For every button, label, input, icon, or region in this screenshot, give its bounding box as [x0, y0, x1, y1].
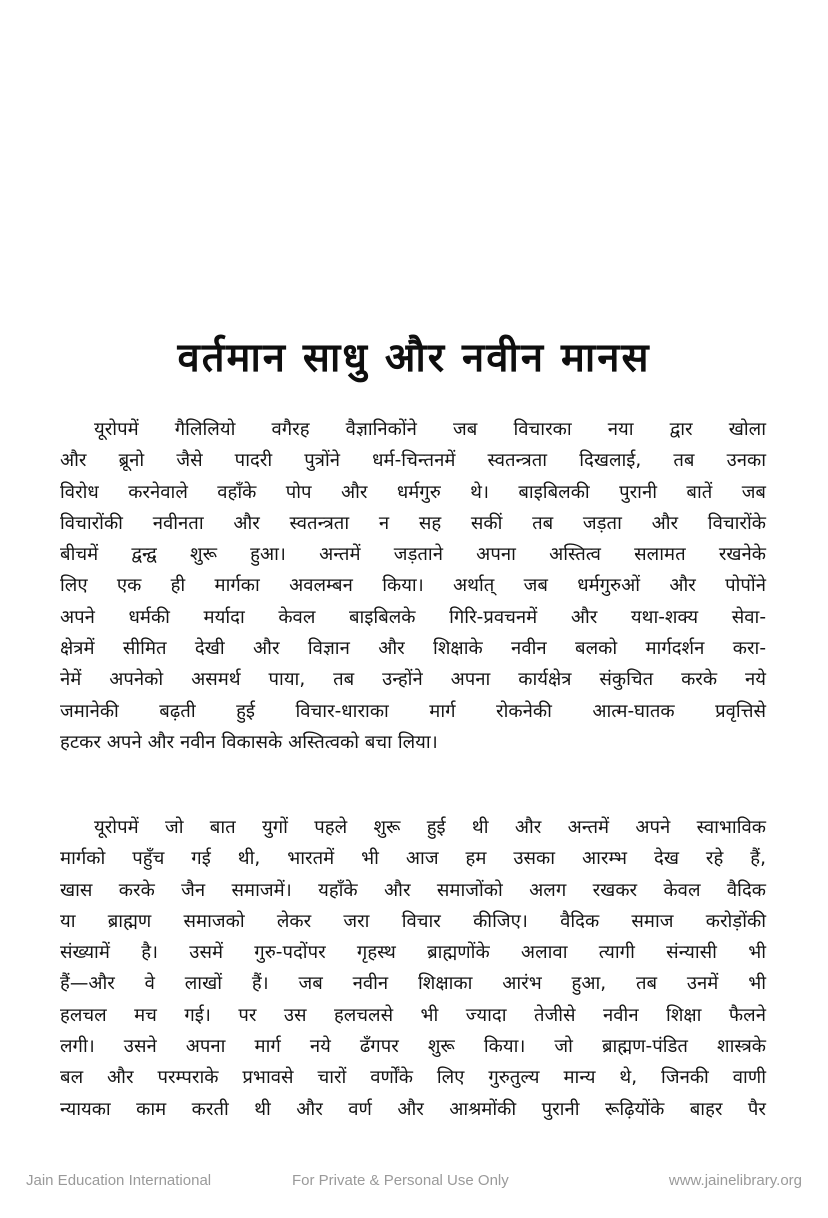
- text-line: बीचमें द्वन्द्व शुरू हुआ। अन्तमें जड़ताने अपना अस्तित्व सलामत रखनेके: [60, 544, 766, 566]
- text-line: हैं—और वे लाखों हैं। जब नवीन शिक्षाका आरंभ हुआ, तब उनमें भी: [60, 973, 766, 995]
- text-line: हलचल मच गई। पर उस हलचलसे भी ज्यादा तेजीसे नवीन शिक्षा फैलने: [60, 1004, 766, 1026]
- text-line: संख्यामें है। उसमें गुरु-पदोंपर गृहस्थ ब्राह्मणोंके अलावा त्यागी संन्यासी भी: [60, 942, 766, 964]
- footer-usage-notice: For Private & Personal Use Only: [292, 1172, 509, 1189]
- text-line: हटकर अपने और नवीन विकासके अस्तित्वको बचा लिया।: [60, 731, 438, 753]
- text-line: क्षेत्रमें सीमित देखी और विज्ञान और शिक्षाके नवीन बलको मार्गदर्शन करा-: [60, 638, 766, 660]
- text-line: बल और परम्पराके प्रभावसे चारों वर्णोंके लिए गुरुतुल्य मान्य थे, जिनकी वाणी: [60, 1067, 766, 1089]
- page-title: वर्तमान साधु और नवीन मानस: [177, 335, 651, 381]
- text-line: खास करके जैन समाजमें। यहाँके और समाजोंको अलग रखकर केवल वैदिक: [60, 879, 766, 901]
- text-line: या ब्राह्मण समाजको लेकर जरा विचार कीजिए। वैदिक समाज करोड़ोंकी: [60, 910, 766, 932]
- footer-website-link[interactable]: www.jainelibrary.org: [668, 1172, 802, 1189]
- text-line: विरोध करनेवाले वहाँके पोप और धर्मगुरु थे। बाइबिलकी पुरानी बातें जब: [60, 481, 766, 503]
- text-line: विचारोंकी नवीनता और स्वतन्त्रता न सह सकीं तब जड़ता और विचारोंके: [60, 512, 766, 534]
- paragraph-2: [60, 812, 766, 1125]
- text-line: मार्गको पहुँच गई थी, भारतमें भी आज हम उसका आरम्भ देख रहे हैं,: [60, 848, 766, 870]
- text-line: यूरोपमें जो बात युगों पहले शुरू हुई थी और अन्तमें अपने स्वाभाविक: [94, 817, 766, 838]
- text-line: न्यायका काम करती थी और वर्ण और आश्रमोंकी पुरानी रूढ़ियोंके बाहर पैर: [60, 1098, 766, 1120]
- text-line: लगी। उसने अपना मार्ग नये ढँगपर शुरू किया। जो ब्राह्मण-पंडित शास्त्रके: [60, 1036, 766, 1058]
- text-line: लिए एक ही मार्गका अवलम्बन किया। अर्थात् जब धर्मगुरुओं और पोपोंने: [60, 575, 766, 597]
- paragraph-1: [60, 414, 766, 758]
- text-line: जमानेकी बढ़ती हुई विचार-धाराका मार्ग रोकनेकी आत्म-घातक प्रवृत्तिसे: [60, 700, 766, 722]
- text-line: और ब्रूनो जैसे पादरी पुत्रोंने धर्म-चिन्तनमें स्वतन्त्रता दिखलाई, तब उनका: [60, 450, 766, 472]
- text-line: अपने धर्मकी मर्यादा केवल बाइबिलके गिरि-प्रवचनमें और यथा-शक्य सेवा-: [60, 606, 766, 628]
- text-line: नेमें अपनेको असमर्थ पाया, तब उन्होंने अपना कार्यक्षेत्र संकुचित करके नये: [60, 669, 766, 691]
- text-line: यूरोपमें गैलिलियो वगैरह वैज्ञानिकोंने जब विचारका नया द्वार खोला: [94, 419, 766, 440]
- footer: [0, 1172, 828, 1196]
- footer-publisher: Jain Education International: [26, 1172, 212, 1189]
